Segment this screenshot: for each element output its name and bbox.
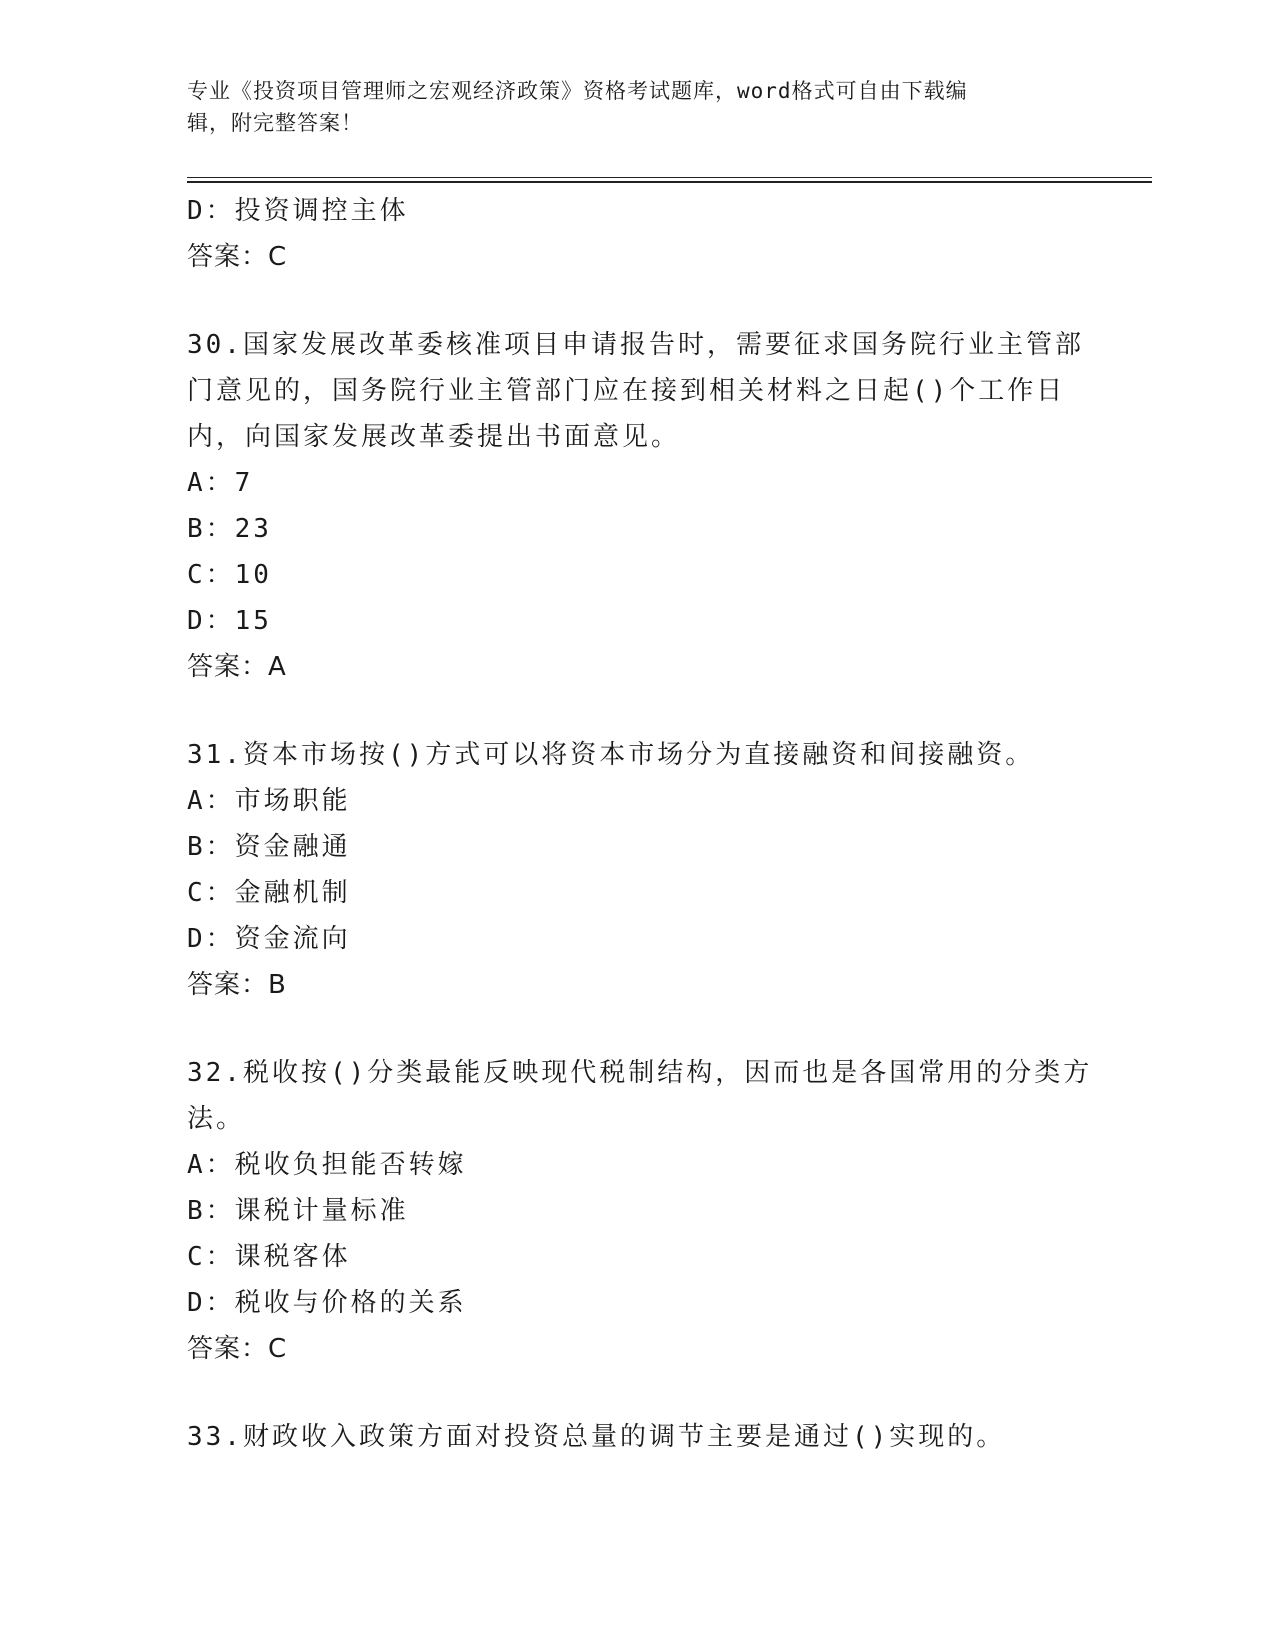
question-text-line: 33.财政收入政策方面对投资总量的调节主要是通过()实现的。 — [187, 1422, 1006, 1452]
option-d: D：15 — [187, 606, 272, 636]
question-text-line: 32.税收按()分类最能反映现代税制结构，因而也是各国常用的分类方 — [187, 1058, 1093, 1088]
page-header — [187, 75, 1077, 139]
document-body — [187, 188, 1093, 1460]
option-d: D：投资调控主体 — [187, 196, 409, 226]
option-a: A：市场职能 — [187, 786, 351, 816]
option-b: B：资金融通 — [187, 832, 351, 862]
option-a: A：税收负担能否转嫁 — [187, 1150, 467, 1180]
question-31 — [187, 732, 1087, 1008]
question-text-line: 门意见的，国务院行业主管部门应在接到相关材料之日起()个工作日 — [187, 376, 1066, 406]
question-text-line: 30.国家发展改革委核准项目申请报告时，需要征求国务院行业主管部 — [187, 330, 1084, 360]
question-32 — [187, 1050, 1093, 1372]
previous-question-tail — [187, 188, 1087, 280]
option-c: C：金融机制 — [187, 878, 351, 908]
header-divider-thin — [187, 177, 1152, 178]
answer-line: 答案：B — [187, 970, 287, 1000]
option-b: B：课税计量标准 — [187, 1196, 409, 1226]
option-a: A：7 — [187, 468, 254, 498]
answer-line: 答案：A — [187, 652, 287, 682]
option-b: B：23 — [187, 514, 272, 544]
option-c: C：10 — [187, 560, 272, 590]
question-30 — [187, 322, 1087, 690]
question-text-line: 31.资本市场按()方式可以将资本市场分为直接融资和间接融资。 — [187, 740, 1035, 770]
header-line: 辑，附完整答案！ — [187, 111, 363, 135]
option-c: C：课税客体 — [187, 1242, 351, 1272]
header-divider-thick — [187, 181, 1152, 183]
question-text-line: 内，向国家发展改革委提出书面意见。 — [187, 422, 681, 452]
answer-line: 答案：C — [187, 242, 288, 272]
answer-line: 答案：C — [187, 1334, 288, 1364]
option-d: D：税收与价格的关系 — [187, 1288, 467, 1318]
header-line: 专业《投资项目管理师之宏观经济政策》资格考试题库，word格式可自由下载编 — [187, 79, 968, 103]
option-d: D：资金流向 — [187, 924, 351, 954]
question-33 — [187, 1414, 1087, 1460]
question-text-line: 法。 — [187, 1104, 246, 1134]
